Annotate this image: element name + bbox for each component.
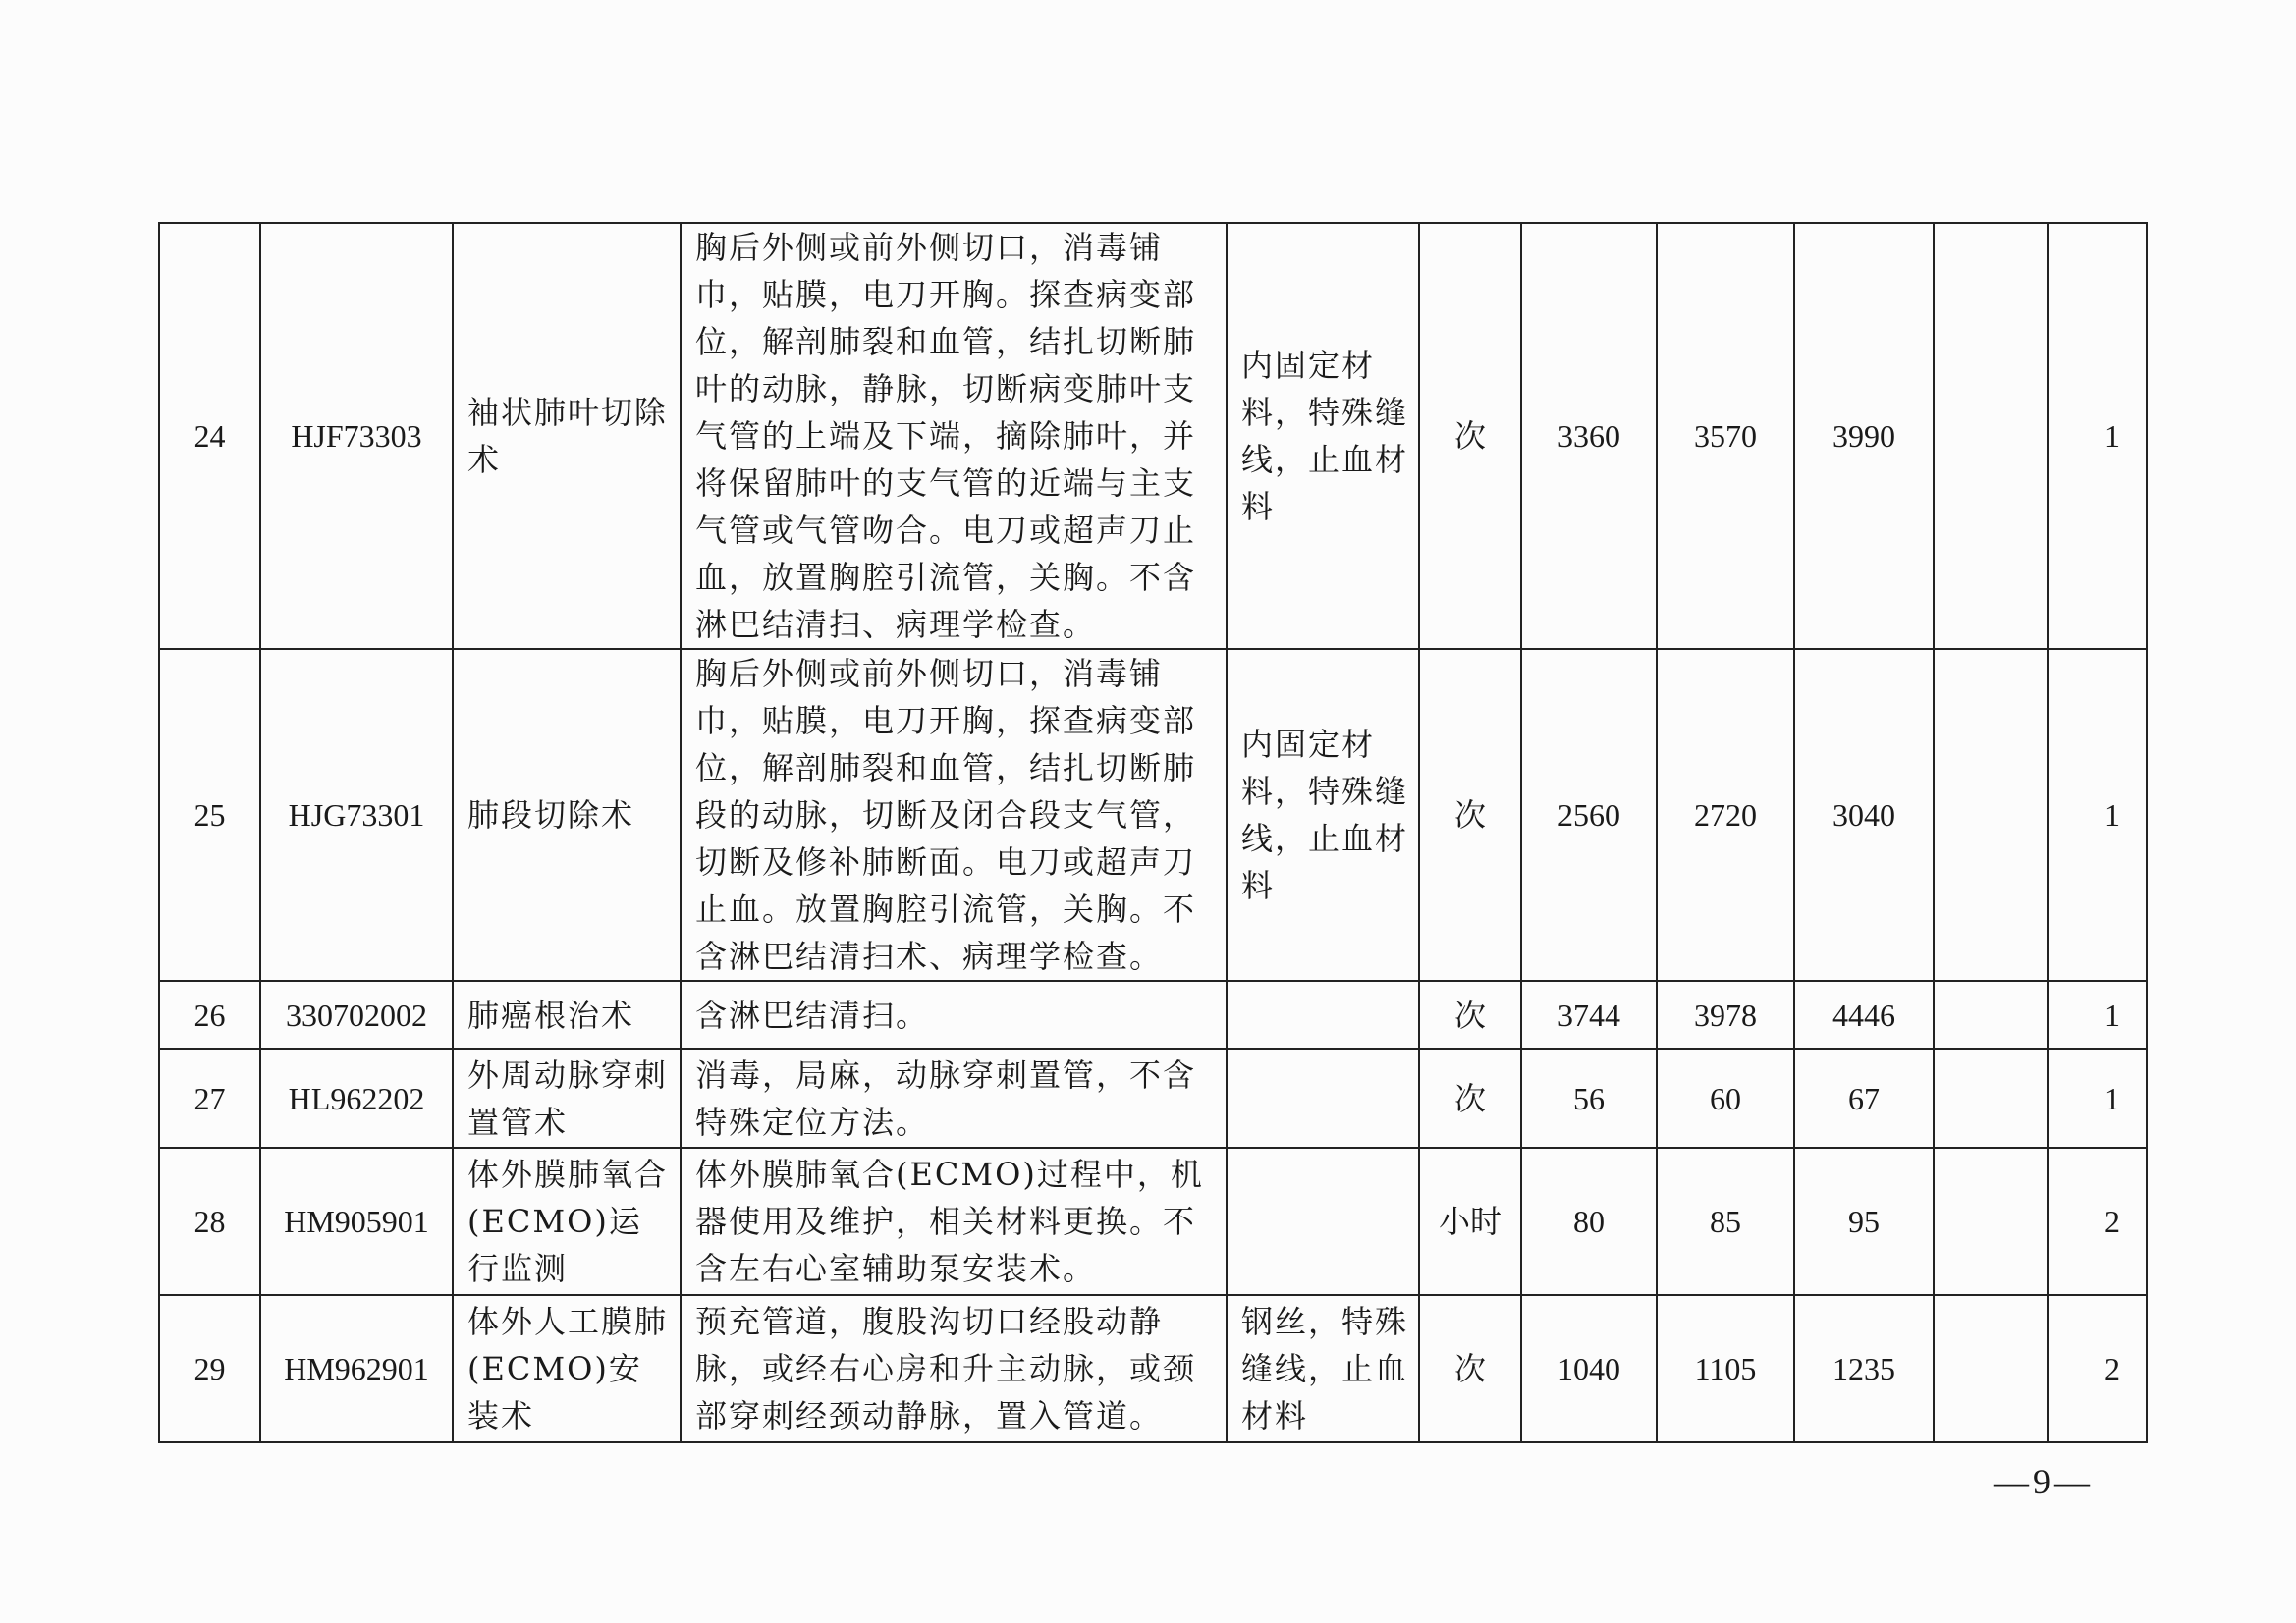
category-cell: 1 <box>2048 649 2147 981</box>
table-row <box>159 1148 2147 1295</box>
row-number: 27 <box>159 1049 260 1148</box>
excluded-items: 内固定材料，特殊缝线，止血材料 <box>1227 649 1419 981</box>
excluded-items: 内固定材料，特殊缝线，止血材料 <box>1227 223 1419 649</box>
note-cell <box>1934 1295 2048 1442</box>
price-tier-2: 1105 <box>1657 1295 1794 1442</box>
price-tier-2: 85 <box>1657 1148 1794 1295</box>
note-cell <box>1934 1148 2048 1295</box>
price-tier-3: 67 <box>1794 1049 1934 1148</box>
project-name: 肺段切除术 <box>453 649 681 981</box>
project-content: 含淋巴结清扫。 <box>681 981 1227 1049</box>
price-tier-2: 3978 <box>1657 981 1794 1049</box>
excluded-items <box>1227 1148 1419 1295</box>
category-cell: 1 <box>2048 223 2147 649</box>
price-tier-3: 1235 <box>1794 1295 1934 1442</box>
note-cell <box>1934 223 2048 649</box>
project-name: 袖状肺叶切除术 <box>453 223 681 649</box>
row-number: 24 <box>159 223 260 649</box>
price-tier-1: 1040 <box>1521 1295 1657 1442</box>
price-tier-1: 3360 <box>1521 223 1657 649</box>
row-number: 29 <box>159 1295 260 1442</box>
table-row <box>159 649 2147 981</box>
pricing-unit: 次 <box>1419 981 1521 1049</box>
table-row <box>159 223 2147 649</box>
excluded-items <box>1227 981 1419 1049</box>
pricing-unit: 次 <box>1419 649 1521 981</box>
project-content: 体外膜肺氧合(ECMO)过程中，机器使用及维护，相关材料更换。不含左右心室辅助泵安装术。 <box>681 1148 1227 1295</box>
project-code: 330702002 <box>260 981 453 1049</box>
project-name: 体外膜肺氧合(ECMO)运行监测 <box>453 1148 681 1295</box>
project-name: 体外人工膜肺(ECMO)安装术 <box>453 1295 681 1442</box>
category-cell: 1 <box>2048 981 2147 1049</box>
price-tier-1: 3744 <box>1521 981 1657 1049</box>
row-number: 28 <box>159 1148 260 1295</box>
category-cell: 1 <box>2048 1049 2147 1148</box>
price-tier-1: 2560 <box>1521 649 1657 981</box>
price-tier-3: 3040 <box>1794 649 1934 981</box>
table-row <box>159 1295 2147 1442</box>
row-number: 25 <box>159 649 260 981</box>
page-number: —9— <box>1994 1462 2094 1501</box>
note-cell <box>1934 649 2048 981</box>
pricing-unit: 次 <box>1419 223 1521 649</box>
excluded-items <box>1227 1049 1419 1148</box>
table-row <box>159 981 2147 1049</box>
pricing-unit: 次 <box>1419 1295 1521 1442</box>
project-content: 胸后外侧或前外侧切口，消毒铺巾，贴膜，电刀开胸。探查病变部位，解剖肺裂和血管，结扎切断肺叶的动脉，静脉，切断病变肺叶支气管的上端及下端，摘除肺叶，并将保留肺叶的支气管的近端与主支气管或气管吻合。电刀或超声刀止血，放置胸腔引流管，关胸。不含淋巴结清扫、病理学检查。 <box>681 223 1227 649</box>
note-cell <box>1934 1049 2048 1148</box>
row-number: 26 <box>159 981 260 1049</box>
price-tier-3: 3990 <box>1794 223 1934 649</box>
category-cell: 2 <box>2048 1295 2147 1442</box>
project-content: 预充管道，腹股沟切口经股动静脉，或经右心房和升主动脉，或颈部穿刺经颈动静脉，置入管道。 <box>681 1295 1227 1442</box>
project-name: 肺癌根治术 <box>453 981 681 1049</box>
project-content: 胸后外侧或前外侧切口，消毒铺巾，贴膜，电刀开胸，探查病变部位，解剖肺裂和血管，结扎切断肺段的动脉，切断及闭合段支气管，切断及修补肺断面。电刀或超声刀止血。放置胸腔引流管，关胸。不含淋巴结清扫术、病理学检查。 <box>681 649 1227 981</box>
project-code: HL962202 <box>260 1049 453 1148</box>
price-tier-3: 95 <box>1794 1148 1934 1295</box>
project-code: HJG73301 <box>260 649 453 981</box>
price-table <box>158 222 2148 1443</box>
category-cell: 2 <box>2048 1148 2147 1295</box>
price-tier-1: 56 <box>1521 1049 1657 1148</box>
table-row <box>159 1049 2147 1148</box>
price-tier-2: 3570 <box>1657 223 1794 649</box>
note-cell <box>1934 981 2048 1049</box>
project-code: HM962901 <box>260 1295 453 1442</box>
price-tier-3: 4446 <box>1794 981 1934 1049</box>
price-tier-1: 80 <box>1521 1148 1657 1295</box>
excluded-items: 钢丝，特殊缝线，止血材料 <box>1227 1295 1419 1442</box>
price-tier-2: 60 <box>1657 1049 1794 1148</box>
project-name: 外周动脉穿刺置管术 <box>453 1049 681 1148</box>
price-tier-2: 2720 <box>1657 649 1794 981</box>
pricing-unit: 小时 <box>1419 1148 1521 1295</box>
project-content: 消毒，局麻，动脉穿刺置管，不含特殊定位方法。 <box>681 1049 1227 1148</box>
project-code: HJF73303 <box>260 223 453 649</box>
pricing-unit: 次 <box>1419 1049 1521 1148</box>
project-code: HM905901 <box>260 1148 453 1295</box>
